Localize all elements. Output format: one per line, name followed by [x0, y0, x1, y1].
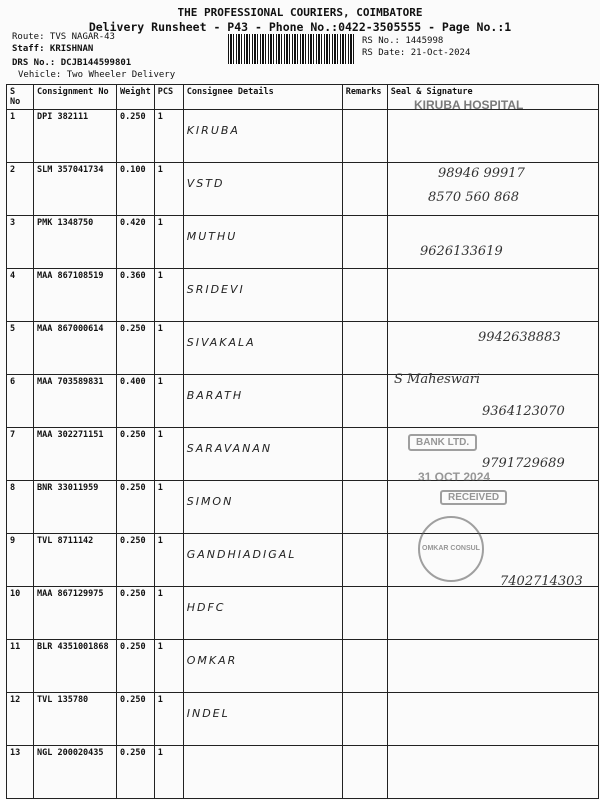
row-consignee: BARATH: [183, 375, 342, 428]
row-remarks: [342, 428, 387, 481]
staff-text: Staff: KRISHNAN: [12, 44, 94, 54]
table-row: [7, 587, 599, 640]
row-seal: [387, 216, 598, 269]
runsheet-subtitle: Delivery Runsheet - P43 - Phone No.:0422-3505555 - Page No.:1: [88, 20, 512, 34]
col-remarks: Remarks: [342, 85, 387, 110]
row-sno: 1: [7, 110, 34, 163]
row-weight: 0.250: [117, 693, 155, 746]
row-consignment: BLR 4351001868: [34, 640, 117, 693]
route-text: Route: TVS NAGAR-43: [12, 32, 115, 42]
table-row: [7, 693, 599, 746]
row-sno: 7: [7, 428, 34, 481]
row-pcs: 1: [154, 640, 183, 693]
row-remarks: [342, 269, 387, 322]
row-consignee: SIVAKALA: [183, 322, 342, 375]
company-title: THE PROFESSIONAL COURIERS, COIMBATORE: [177, 6, 423, 19]
row-remarks: [342, 110, 387, 163]
vehicle-text: Vehicle: Two Wheeler Delivery: [18, 70, 176, 80]
row-weight: 0.250: [117, 428, 155, 481]
row-sno: 5: [7, 322, 34, 375]
row-sno: 13: [7, 746, 34, 799]
row-pcs: 1: [154, 587, 183, 640]
col-sno: S No: [7, 85, 34, 110]
row-consignment: PMK 1348750: [34, 216, 117, 269]
row-weight: 0.250: [117, 481, 155, 534]
row-remarks: [342, 481, 387, 534]
table-row: [7, 481, 599, 534]
row-remarks: [342, 163, 387, 216]
row-pcs: 1: [154, 216, 183, 269]
row-weight: 0.100: [117, 163, 155, 216]
row-seal: [387, 640, 598, 693]
row-seal: [387, 746, 598, 799]
row-remarks: [342, 640, 387, 693]
row-pcs: 1: [154, 110, 183, 163]
row-remarks: [342, 322, 387, 375]
row-pcs: 1: [154, 693, 183, 746]
row-consignee: OMKAR: [183, 640, 342, 693]
row-sno: 12: [7, 693, 34, 746]
row-remarks: [342, 375, 387, 428]
row-remarks: [342, 746, 387, 799]
row-weight: 0.250: [117, 746, 155, 799]
row-sno: 3: [7, 216, 34, 269]
drs-number: DRS No.: DCJB144599801: [12, 58, 132, 68]
rs-date: RS Date: 21-Oct-2024: [362, 48, 471, 58]
row-weight: 0.250: [117, 587, 155, 640]
row-sno: 6: [7, 375, 34, 428]
sig-phone-6: 9942638883: [478, 330, 561, 345]
row-consignment: NGL 200020435: [34, 746, 117, 799]
row-consignee: MUTHU: [183, 216, 342, 269]
received-stamp: RECEIVED: [440, 490, 507, 505]
barcode: [228, 34, 354, 64]
row-pcs: 1: [154, 375, 183, 428]
sig-phone-9: 9791729689: [482, 456, 565, 471]
row-consignment: SLM 357041734: [34, 163, 117, 216]
row-weight: 0.250: [117, 534, 155, 587]
row-pcs: 1: [154, 534, 183, 587]
row-consignee: VSTD: [183, 163, 342, 216]
bank-stamp-date: 31 OCT 2024: [418, 470, 491, 484]
table-row: [7, 110, 599, 163]
row-pcs: 1: [154, 322, 183, 375]
row-consignee: SRIDEVI: [183, 269, 342, 322]
col-consignment: Consignment No: [34, 85, 117, 110]
sig-name-7: S Maheswari: [394, 372, 481, 387]
row-consignment: DPI 382111: [34, 110, 117, 163]
sig-phone-4: 9626133619: [420, 244, 503, 259]
row-consignment: TVL 135780: [34, 693, 117, 746]
row-consignee: SIMON: [183, 481, 342, 534]
row-consignee: HDFC: [183, 587, 342, 640]
row-consignee: KIRUBA: [183, 110, 342, 163]
row-sno: 4: [7, 269, 34, 322]
table-row: [7, 640, 599, 693]
table-row: [7, 269, 599, 322]
row-consignment: MAA 867000614: [34, 322, 117, 375]
row-sno: 2: [7, 163, 34, 216]
row-weight: 0.250: [117, 322, 155, 375]
row-consignee: SARAVANAN: [183, 428, 342, 481]
row-pcs: 1: [154, 269, 183, 322]
row-seal: [387, 269, 598, 322]
table-row: [7, 746, 599, 799]
sig-phone-3: 8570 560 868: [428, 190, 519, 205]
row-seal: [387, 693, 598, 746]
col-weight: Weight: [117, 85, 155, 110]
row-consignee: [183, 746, 342, 799]
row-consignment: MAA 867108519: [34, 269, 117, 322]
rs-number: RS No.: 1445998: [362, 36, 444, 46]
row-sno: 9: [7, 534, 34, 587]
table-row: [7, 216, 599, 269]
bank-stamp: BANK LTD.: [408, 434, 477, 451]
row-seal: [387, 587, 598, 640]
row-weight: 0.250: [117, 640, 155, 693]
row-consignment: MAA 302271151: [34, 428, 117, 481]
hospital-stamp: KIRUBA HOSPITAL: [414, 98, 524, 112]
row-consignee: INDEL: [183, 693, 342, 746]
row-remarks: [342, 534, 387, 587]
row-seal: [387, 481, 598, 534]
row-consignment: BNR 33011959: [34, 481, 117, 534]
row-weight: 0.360: [117, 269, 155, 322]
table-row: [7, 428, 599, 481]
col-pcs: PCS: [154, 85, 183, 110]
row-pcs: 1: [154, 428, 183, 481]
row-consignment: MAA 703589831: [34, 375, 117, 428]
row-sno: 8: [7, 481, 34, 534]
round-seal-stamp: OMKAR CONSUL: [418, 516, 484, 582]
col-consignee: Consignee Details: [183, 85, 342, 110]
sig-phone-2: 98946 99917: [438, 166, 525, 181]
row-weight: 0.420: [117, 216, 155, 269]
row-consignment: MAA 867129975: [34, 587, 117, 640]
row-remarks: [342, 587, 387, 640]
row-seal: [387, 110, 598, 163]
row-consignment: TVL 8711142: [34, 534, 117, 587]
row-consignee: GANDHIADIGAL: [183, 534, 342, 587]
sig-phone-8: 9364123070: [482, 404, 565, 419]
row-sno: 11: [7, 640, 34, 693]
col-seal: Seal & Signature: [387, 85, 598, 110]
row-pcs: 1: [154, 163, 183, 216]
row-pcs: 1: [154, 746, 183, 799]
row-sno: 10: [7, 587, 34, 640]
row-weight: 0.400: [117, 375, 155, 428]
table-row: [7, 375, 599, 428]
row-pcs: 1: [154, 481, 183, 534]
sig-phone-12: 7402714303: [500, 574, 583, 589]
row-remarks: [342, 693, 387, 746]
row-weight: 0.250: [117, 110, 155, 163]
row-remarks: [342, 216, 387, 269]
